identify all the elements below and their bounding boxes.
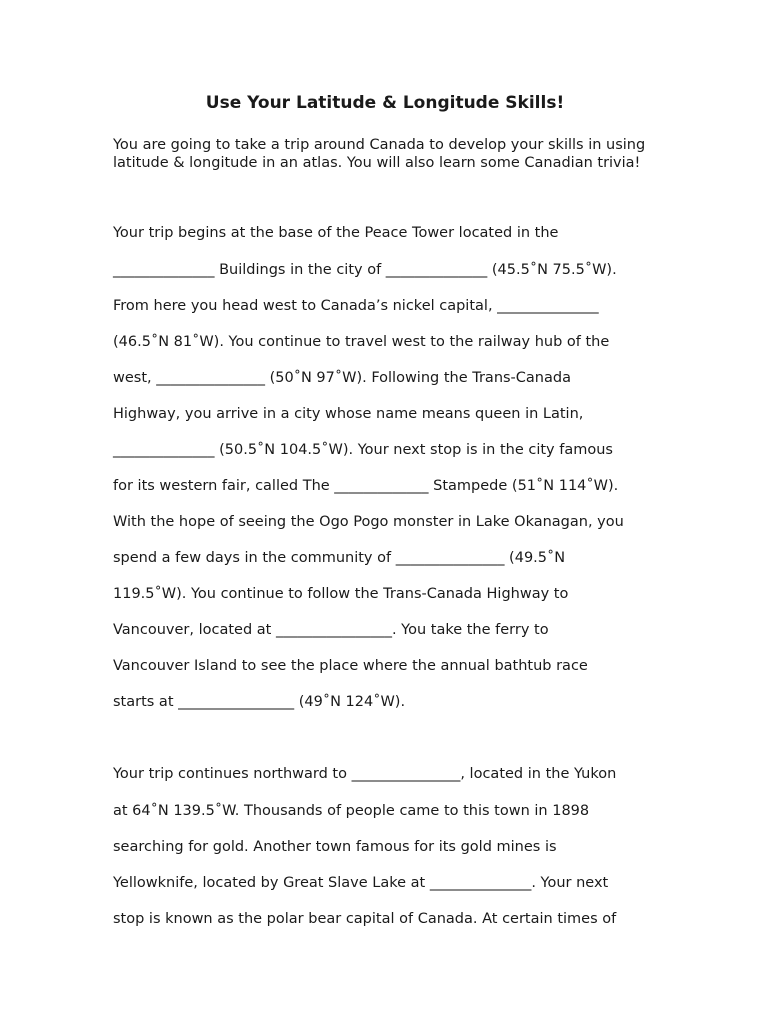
text-line: (46.5˚N 81˚W). You continue to travel west to the railway hub of the [113, 334, 610, 350]
text-line: Vancouver, located at ________________. You take the ferry to [113, 622, 549, 638]
text-line: at 64˚N 139.5˚W. Thousands of people came to this town in 1898 [113, 803, 590, 819]
intro-paragraph: You are going to take a trip around Canada to develop your skills in using latitude & longitude in an atlas. You will also learn some Canadian trivia! [113, 137, 646, 171]
text-line: searching for gold. Another town famous for its gold mines is [113, 839, 557, 855]
text-line: Your trip continues northward to _______________, located in the Yukon [113, 766, 617, 782]
text-line: From here you head west to Canada’s nickel capital, ______________ [113, 298, 599, 314]
text-line: for its western fair, called The _____________ Stampede (51˚N 114˚W). [113, 478, 619, 494]
text-line: 119.5˚W). You continue to follow the Trans-Canada Highway to [113, 586, 569, 602]
text-line: ______________ (50.5˚N 104.5˚W). Your next stop is in the city famous [113, 442, 613, 458]
text-line: stop is known as the polar bear capital of Canada. At certain times of [113, 911, 617, 927]
text-line: With the hope of seeing the Ogo Pogo monster in Lake Okanagan, you [113, 514, 624, 530]
text-line: spend a few days in the community of _______________ (49.5˚N [113, 550, 566, 566]
text-line: Highway, you arrive in a city whose name means queen in Latin, [113, 406, 584, 422]
text-line: starts at ________________ (49˚N 124˚W). [113, 694, 406, 710]
text-line: ______________ Buildings in the city of ______________ (45.5˚N 75.5˚W). [113, 262, 617, 278]
page-title: Use Your Latitude & Longitude Skills! [205, 93, 565, 113]
text-line: Your trip begins at the base of the Peace Tower located in the [113, 225, 559, 241]
text-line: Vancouver Island to see the place where the annual bathtub race [113, 658, 588, 674]
text-line: west, _______________ (50˚N 97˚W). Following the Trans-Canada [113, 370, 571, 386]
text-line: Yellowknife, located by Great Slave Lake at ______________. Your next [113, 875, 609, 891]
